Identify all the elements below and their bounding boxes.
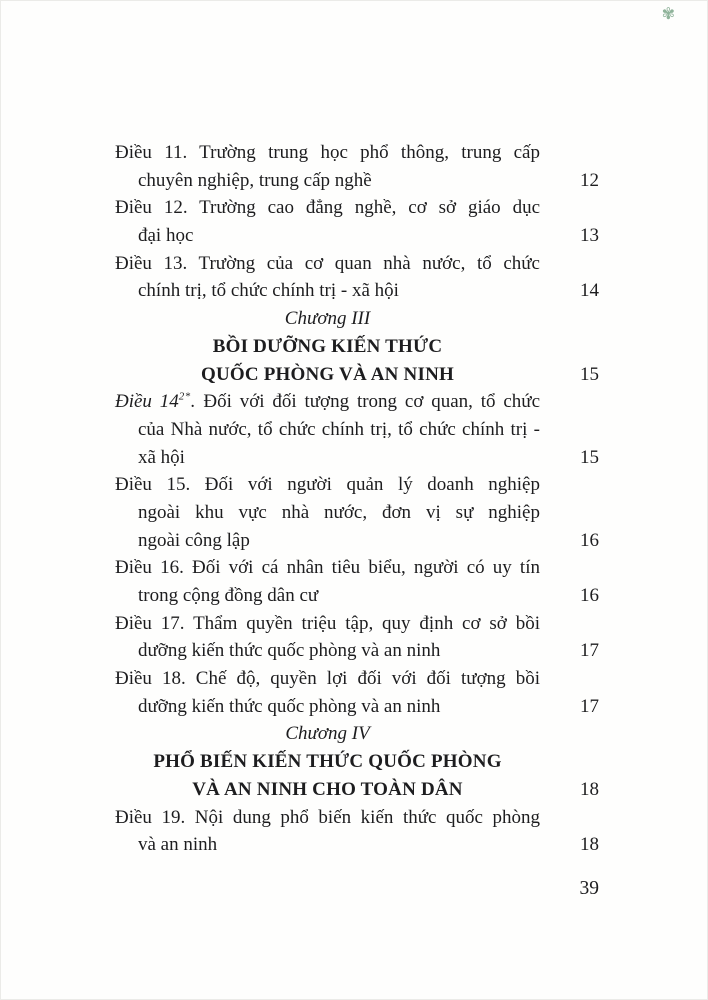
toc-entry [115, 194, 599, 249]
toc-entry-text: đại học [138, 225, 194, 247]
toc-line [115, 250, 599, 278]
chapter-label: Chương IV [285, 723, 370, 745]
toc-line [115, 444, 599, 472]
page-ref: 14 [580, 280, 599, 302]
flower-ornament-icon: ✾ [661, 6, 675, 23]
toc-entry [115, 665, 599, 720]
toc-line [115, 582, 599, 610]
page-ref: 16 [580, 529, 599, 551]
page-ref: 16 [580, 585, 599, 606]
toc-entry-text: Điều 12. Trường cao đẳng nghề, cơ sở giáo dục [115, 197, 540, 219]
page-ref: 17 [580, 695, 599, 717]
page-footer [115, 875, 599, 903]
toc-line [115, 554, 599, 582]
toc-line [115, 222, 599, 250]
toc-line [115, 720, 599, 748]
toc-line [115, 139, 599, 167]
article-number-italic: Điều 14 [115, 391, 179, 413]
toc-entry-text: dưỡng kiến thức quốc phòng và an ninh [138, 695, 441, 717]
chapter-title: QUỐC PHÒNG VÀ AN NINH [201, 363, 454, 385]
toc-entry-text: dưỡng kiến thức quốc phòng và an ninh [138, 640, 441, 662]
toc-entry-text [115, 388, 540, 416]
toc-entry [115, 610, 599, 665]
toc-line [115, 416, 599, 444]
toc-line [115, 194, 599, 222]
toc-entry-text: Điều 17. Thẩm quyền triệu tập, quy định cơ sở bồi [115, 612, 540, 634]
toc-line [115, 471, 599, 499]
chapter-label: Chương III [284, 308, 371, 330]
page-ref: 18 [580, 778, 599, 800]
toc-entry-text: trong cộng đồng dân cư [138, 585, 319, 606]
page-ref: 15 [580, 446, 599, 468]
chapter-title: PHỔ BIẾN KIẾN THỨC QUỐC PHÒNG [153, 751, 502, 773]
page-ref: 12 [580, 169, 599, 191]
toc-entry-text: Điều 18. Chế độ, quyền lợi đối với đối tượng bồi [115, 668, 540, 690]
toc-entry-text: của Nhà nước, tổ chức chính trị, tổ chức chính trị - [138, 418, 540, 440]
toc-line [115, 831, 599, 859]
toc-line [115, 333, 599, 361]
toc-line [115, 388, 599, 416]
toc-line [115, 748, 599, 776]
toc-entry-text: và an ninh [138, 834, 218, 856]
article-number-dot: . [190, 391, 196, 413]
toc-entry-text: ngoài khu vực nhà nước, đơn vị sự nghiệp [138, 501, 540, 523]
toc-entry-text: Điều 19. Nội dung phổ biến kiến thức quốc phòng [115, 806, 540, 828]
toc-entry-text-rest: Đối với đối tượng trong cơ quan, tổ chức [195, 391, 540, 413]
toc-entry [115, 804, 599, 859]
page-number: 39 [579, 877, 599, 899]
toc-line [115, 167, 599, 195]
toc-chapter [115, 305, 599, 388]
toc-line [115, 776, 599, 804]
toc-chapter [115, 720, 599, 803]
footnote-superscript: 2* [178, 390, 191, 403]
chapter-title: VÀ AN NINH CHO TOÀN DÂN [192, 778, 463, 800]
toc-entry-text: chuyên nghiệp, trung cấp nghề [138, 169, 372, 191]
toc-entry-text: ngoài công lập [138, 529, 250, 551]
toc-entry [115, 554, 599, 609]
toc-line [115, 610, 599, 638]
page-ref: 13 [580, 225, 599, 247]
chapter-title: BỒI DƯỠNG KIẾN THỨC [212, 335, 443, 357]
toc-entry-text: Điều 16. Đối với cá nhân tiêu biểu, người có uy tín [115, 557, 540, 579]
toc-line [115, 665, 599, 693]
toc-entry [115, 471, 599, 554]
page-ref: 17 [580, 640, 599, 662]
toc-line [115, 527, 599, 555]
toc-entry-text: Điều 11. Trường trung học phổ thông, trung cấp [115, 142, 540, 163]
table-of-contents [115, 139, 599, 903]
toc-entry-text: Điều 15. Đối với người quản lý doanh nghiệp [115, 474, 540, 496]
page-ref: 18 [580, 834, 599, 856]
toc-line [115, 361, 599, 389]
toc-entry-text: xã hội [138, 446, 185, 468]
toc-line [115, 277, 599, 305]
toc-line [115, 637, 599, 665]
page-ref: 15 [580, 363, 599, 385]
toc-entry-text: Điều 13. Trường của cơ quan nhà nước, tổ chức [115, 252, 540, 274]
toc-entry-text: chính trị, tổ chức chính trị - xã hội [138, 280, 399, 302]
toc-entry [115, 388, 599, 471]
toc-line [115, 693, 599, 721]
toc-entry [115, 250, 599, 305]
toc-line [115, 305, 599, 333]
toc-line [115, 499, 599, 527]
toc-entry [115, 139, 599, 194]
toc-line [115, 804, 599, 832]
